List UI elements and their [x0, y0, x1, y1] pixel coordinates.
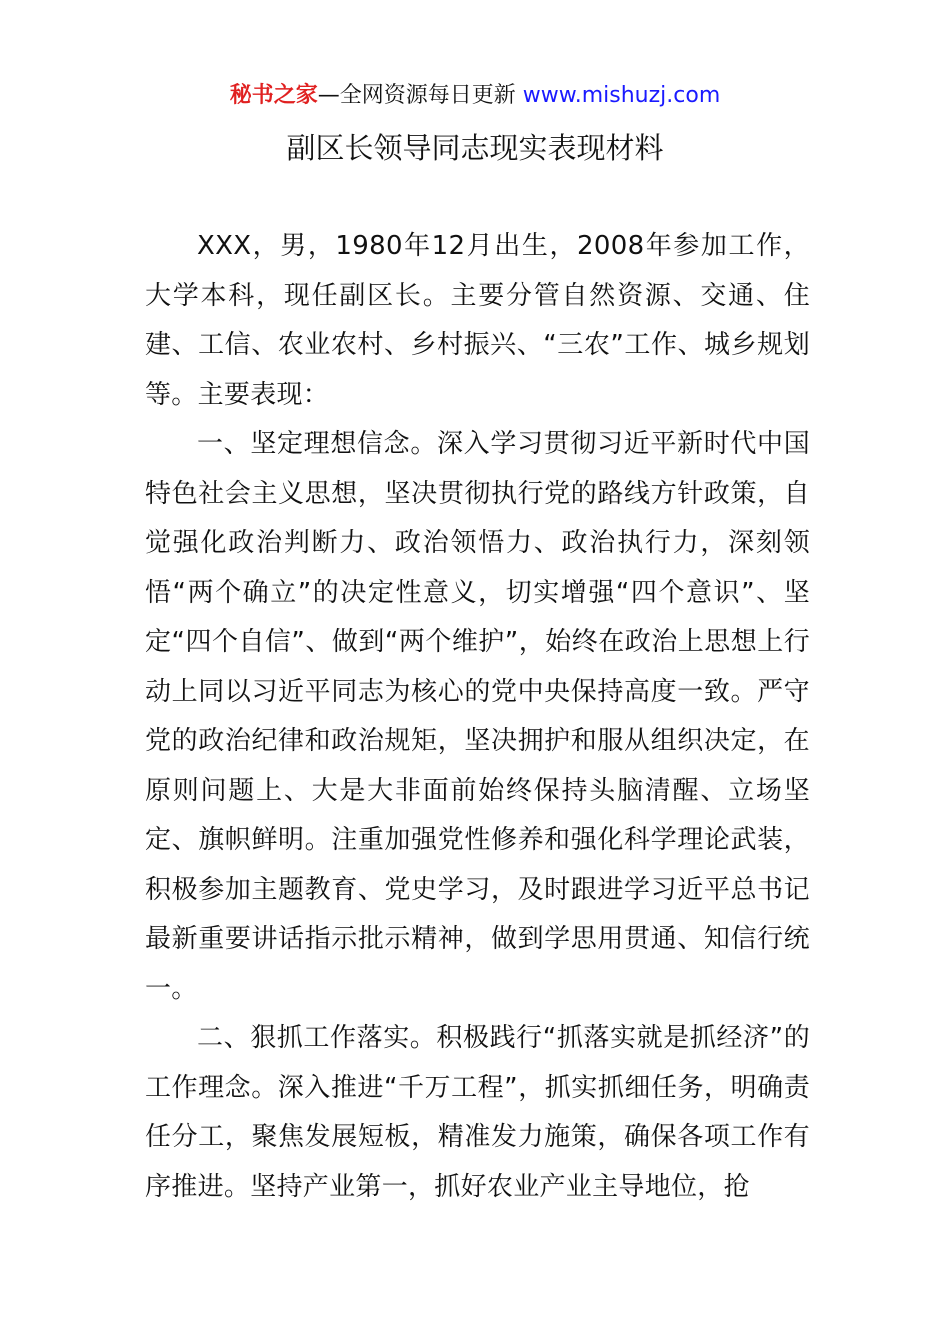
document-title: 副区长领导同志现实表现材料 — [286, 131, 664, 165]
paragraph-section-1: 一、坚定理想信念。深入学习贯彻习近平新时代中国特色社会主义思想，坚决贯彻执行党的路线方针政策，自觉强化政治判断力、政治领悟力、政治执行力，深刻领悟“两个确立”的决定性意义，切实增强“四个意识”、坚定“四个自信”、做到“两个维护”，始终在政治上思想上行动上同以习近平同志为核心的党中央保持高度一致。严守党的政治纪律和政治规矩，坚决拥护和服从组织决定，在原则问题上、大是大非面前始终保持头脑清醒、立场坚定、旗帜鲜明。注重加强党性修养和强化科学理论武装，积极参加主题教育、党史学习，及时跟进学习近平总书记最新重要讲话指示批示精神，做到学思用贯通、知信行统一。 — [145, 429, 810, 1004]
site-name: 秘书之家 — [229, 83, 318, 108]
paragraph-section-2: 二、狠抓工作落实。积极践行“抓落实就是抓经济”的工作理念。深入推进“千万工程”，抓实抓细任务，明确责任分工，聚焦发展短板，精准发力施策，确保各项工作有序推进。坚持产业第一，抓好农业产业主导地位，抢 — [145, 1023, 810, 1202]
paragraph-intro: XXX，男，1980年12月出生，2008年参加工作，大学本科，现任副区长。主要分管自然资源、交通、住建、工信、农业农村、乡村振兴、“三农”工作、城乡规划等。主要表现： — [145, 231, 810, 410]
site-tagline: —全网资源每日更新 — [317, 83, 523, 108]
site-url-link[interactable]: www.mishuzj.com — [522, 83, 721, 108]
document-body — [145, 222, 810, 1212]
site-header — [0, 80, 950, 112]
